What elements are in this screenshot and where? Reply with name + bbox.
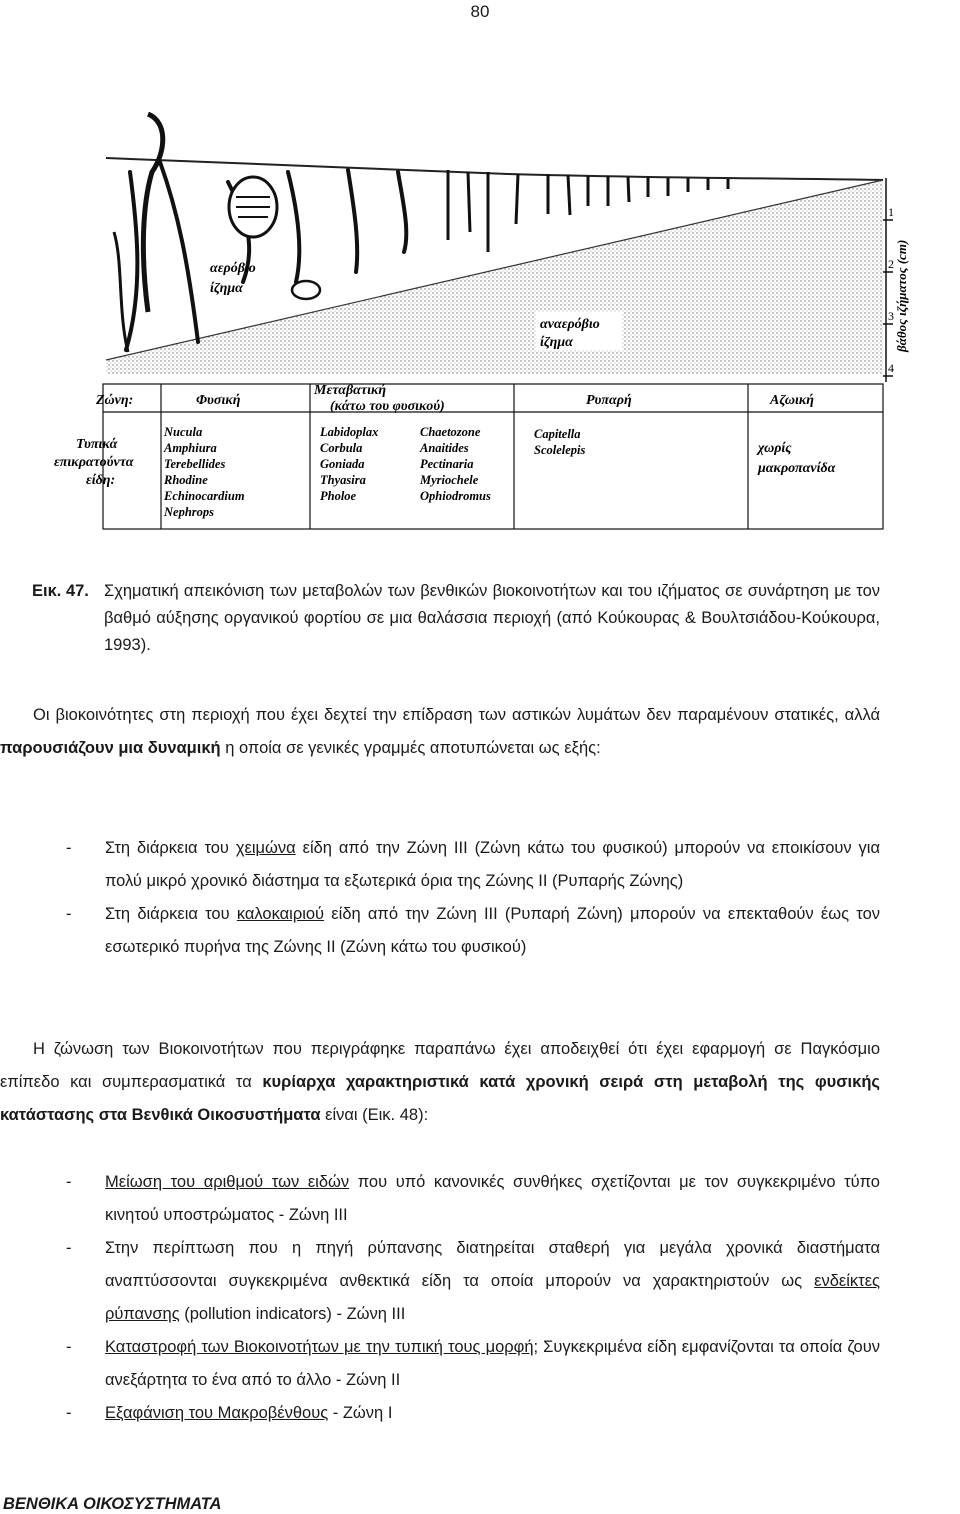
list1-item2-underlined: καλοκαιριού <box>236 905 325 923</box>
paragraph2-text-a: Η ζώνωση των Βιοκοινοτήτων που περιγράφηκε παραπάνω έχει αποδειχθεί ότι έχει εφαρμογή σε Παγκόσμιο επίπεδο και συμπερασματικά τα <box>0 1040 880 1091</box>
depth-tick-2: 2 <box>888 257 894 271</box>
list2-item3-underlined: Καταστροφή των Βιοκοινοτήτων με την τυπική τους μορφή <box>105 1338 534 1356</box>
list1-item2-a: Στη διάρκεια του <box>105 905 237 923</box>
depth-axis-label: βάθος ιζήματος (cm) <box>894 239 909 352</box>
caption-text: Σχηματική απεικόνιση των μεταβολών των βενθικών βιοκοινοτήτων και του ιζήματος σε συνάρτηση με τον βαθμό αύξησης οργανικού φορτίου σε μια θαλάσσια περιοχή (από Κούκουρας & Βουλτσιάδου-Κούκουρα, 1993). <box>104 582 880 654</box>
species-polluted-1: Capitella <box>534 427 581 441</box>
list-item: - Στη διάρκεια του καλοκαιριού είδη από την Ζώνη ΙΙΙ (Ρυπαρή Ζώνη) μπορούν να επεκταθούν έως τον εσωτερικό πυρήνα της Ζώνης ΙΙ (Ζώνη κάτω του φυσικού) <box>66 905 880 956</box>
paragraph2-text-b: είναι (Εικ. 48): <box>320 1106 429 1124</box>
paragraph-dynamics <box>0 699 880 765</box>
depth-tick-1: 1 <box>888 205 894 219</box>
species-natural-list <box>163 425 245 519</box>
running-footer: ΒΕΝΘΙΚΑ ΟΙΚΟΣΥΣΤΗΜΑΤΑ <box>3 1495 222 1513</box>
paragraph-zonation <box>0 1033 880 1132</box>
species-transitional-b-1: Chaetozone <box>420 425 481 439</box>
list-item: - Μείωση του αριθμού των ειδών που υπό κανονικές συνθήκες σχετίζονται με τον συγκεκριμένο τύπο κινητού υποστρώματος - Ζώνη ΙΙΙ <box>66 1173 880 1224</box>
page-number: 80 <box>470 2 490 21</box>
sediment-surface <box>106 158 883 180</box>
depth-tick-4: 4 <box>888 361 894 375</box>
zone-transitional: Μεταβατική <box>314 383 387 398</box>
paragraph1-bold: παρουσιάζουν μια δυναμική <box>0 739 221 757</box>
figure-caption <box>32 578 880 659</box>
label-anaerobic-line1: αναερόβιο <box>540 317 600 332</box>
list2-item3-b: ; Συγκεκριμένα είδη εμφανίζονται τα οποία ζουν ανεξάρτητα το ένα από το άλλο - Ζώνη ΙΙ <box>105 1338 880 1389</box>
list1-item2-b: είδη από την Ζώνη ΙΙΙ (Ρυπαρή Ζώνη) μπορούν να επεκταθούν έως τον εσωτερικό πυρήνα της Ζώνης ΙΙ (Ζώνη κάτω του φυσικού) <box>105 905 880 956</box>
species-polluted-list <box>534 427 586 457</box>
list2-item1-underlined: Μείωση του αριθμού των ειδών <box>105 1173 350 1191</box>
list2-item2-a: Στην περίπτωση που η πηγή ρύπανσης διατηρείται σταθερή για μεγάλα χρονικά διαστήματα αναπτύσσονται συγκεκριμένα ανθεκτικά είδη τα οποία μπορούν να χαρακτηριστούν ως <box>105 1239 880 1290</box>
zone-transitional-sub: (κάτω του φυσικού) <box>330 399 445 414</box>
species-transitional-b-4: Myriochele <box>420 473 479 487</box>
species-azoic-line1: χωρίς <box>758 441 792 456</box>
list2-item1-b: που υπό κανονικές συνθήκες σχετίζονται με τον συγκεκριμένο τύπο κινητού υποστρώματος - Ζώνη ΙΙΙ <box>105 1173 880 1224</box>
list2-item4-b: - Ζώνη Ι <box>328 1404 393 1422</box>
seasonal-dynamics-list <box>0 832 880 964</box>
benthic-zonation-figure <box>48 112 910 532</box>
list2-item2-underlined: ενδείκτες ρύπανσης <box>105 1272 880 1323</box>
list2-item4-underlined: Εξαφάνιση του Μακροβένθους <box>105 1404 329 1422</box>
species-transitional-b-5: Ophiodromus <box>420 489 491 503</box>
list1-item1-b: είδη από την Ζώνη ΙΙΙ (Ζώνη κάτω του φυσικού) μπορούν να εποικίσουν για πολύ μικρό χρονικό διάστημα τα εξωτερικά όρια της Ζώνης ΙΙ (Ρυπαρής Ζώνης) <box>105 839 880 890</box>
depth-tick-3: 3 <box>888 309 894 323</box>
species-transitional-b-list <box>419 425 491 503</box>
characteristics-list <box>0 1166 880 1430</box>
list-item: - Εξαφάνιση του Μακροβένθους - Ζώνη Ι <box>66 1404 393 1422</box>
figure-svg <box>48 112 910 532</box>
species-natural-1: Nucula <box>164 425 203 439</box>
species-transitional-a-2: Corbula <box>320 441 363 455</box>
list1-item1-a: Στη διάρκεια του <box>105 839 236 857</box>
species-transitional-a-4: Thyasira <box>320 473 366 487</box>
species-natural-4: Rhodine <box>164 473 208 487</box>
label-aerobic-line1: αερόβιο <box>210 261 256 276</box>
species-header-line1: Τυπικά <box>76 437 118 452</box>
species-transitional-b-3: Pectinaria <box>420 457 474 471</box>
list1-item1-underlined: χειμώνα <box>235 839 296 857</box>
caption-lead: Εικ. 47. <box>32 582 89 600</box>
list-item: - Καταστροφή των Βιοκοινοτήτων με την τυπική τους μορφή; Συγκεκριμένα είδη εμφανίζονται τα οποία ζουν ανεξάρτητα το ένα από το άλλο - Ζώνη ΙΙ <box>66 1338 880 1389</box>
label-anaerobic-line2: ίζημα <box>540 335 573 350</box>
species-polluted-2: Scolelepis <box>534 443 586 457</box>
anaerobic-sediment-wedge <box>106 180 883 374</box>
list-item: - Στη διάρκεια του χειμώνα είδη από την Ζώνη ΙΙΙ (Ζώνη κάτω του φυσικού) μπορούν να εποικίσουν για πολύ μικρό χρονικό διάστημα τα εξωτερικά όρια της Ζώνης ΙΙ (Ρυπαρής Ζώνης) <box>66 839 880 890</box>
species-natural-6: Nephrops <box>164 505 215 519</box>
species-transitional-a-list <box>319 425 378 503</box>
species-transitional-b-2: Anaitides <box>420 441 469 455</box>
bivalve-shape <box>292 281 320 299</box>
species-header-line2: επικρατούντα <box>54 455 134 470</box>
species-natural-5: Echinocardium <box>164 489 245 503</box>
label-aerobic-line2: ίζημα <box>210 281 243 296</box>
polychaete-burrow <box>143 114 162 312</box>
list2-item2-b: (pollution indicators) - Ζώνη ΙΙΙ <box>179 1305 406 1323</box>
zone-header: Ζώνη: <box>96 393 134 408</box>
species-azoic-line2: μακροπανίδα <box>758 461 836 476</box>
zone-azoic: Αζωική <box>770 393 814 408</box>
species-natural-2: Amphiura <box>164 441 217 455</box>
species-transitional-a-5: Pholoe <box>320 489 357 503</box>
species-natural-3: Terebellides <box>164 457 226 471</box>
paragraph1-text-a: Οι βιοκοινότητες στη περιοχή που έχει δεχτεί την επίδραση των αστικών λυμάτων δεν παραμένουν στατικές, αλλά <box>33 706 880 724</box>
paragraph1-text-b: η οποία σε γενικές γραμμές αποτυπώνεται ως εξής: <box>220 739 601 757</box>
paragraph2-bold: κυρίαρχα χαρακτηριστικά κατά χρονική σειρά στη μεταβολή της φυσικής κατάστασης στα Βενθικά Οικοσυστήματα <box>0 1073 880 1124</box>
zone-natural: Φυσική <box>196 393 241 408</box>
list-item: - Στην περίπτωση που η πηγή ρύπανσης διατηρείται σταθερή για μεγάλα χρονικά διαστήματα αναπτύσσονται συγκεκριμένα ανθεκτικά είδη τα οποία μπορούν να χαρακτηριστούν ως ενδείκτες ρύπανσης (pollution indicators) - Ζώνη ΙΙΙ <box>66 1239 880 1323</box>
zone-polluted: Ρυπαρή <box>586 393 632 408</box>
species-transitional-a-3: Goniada <box>320 457 365 471</box>
species-transitional-a-1: Labidoplax <box>320 425 379 439</box>
species-header-line3: είδη: <box>86 473 116 488</box>
